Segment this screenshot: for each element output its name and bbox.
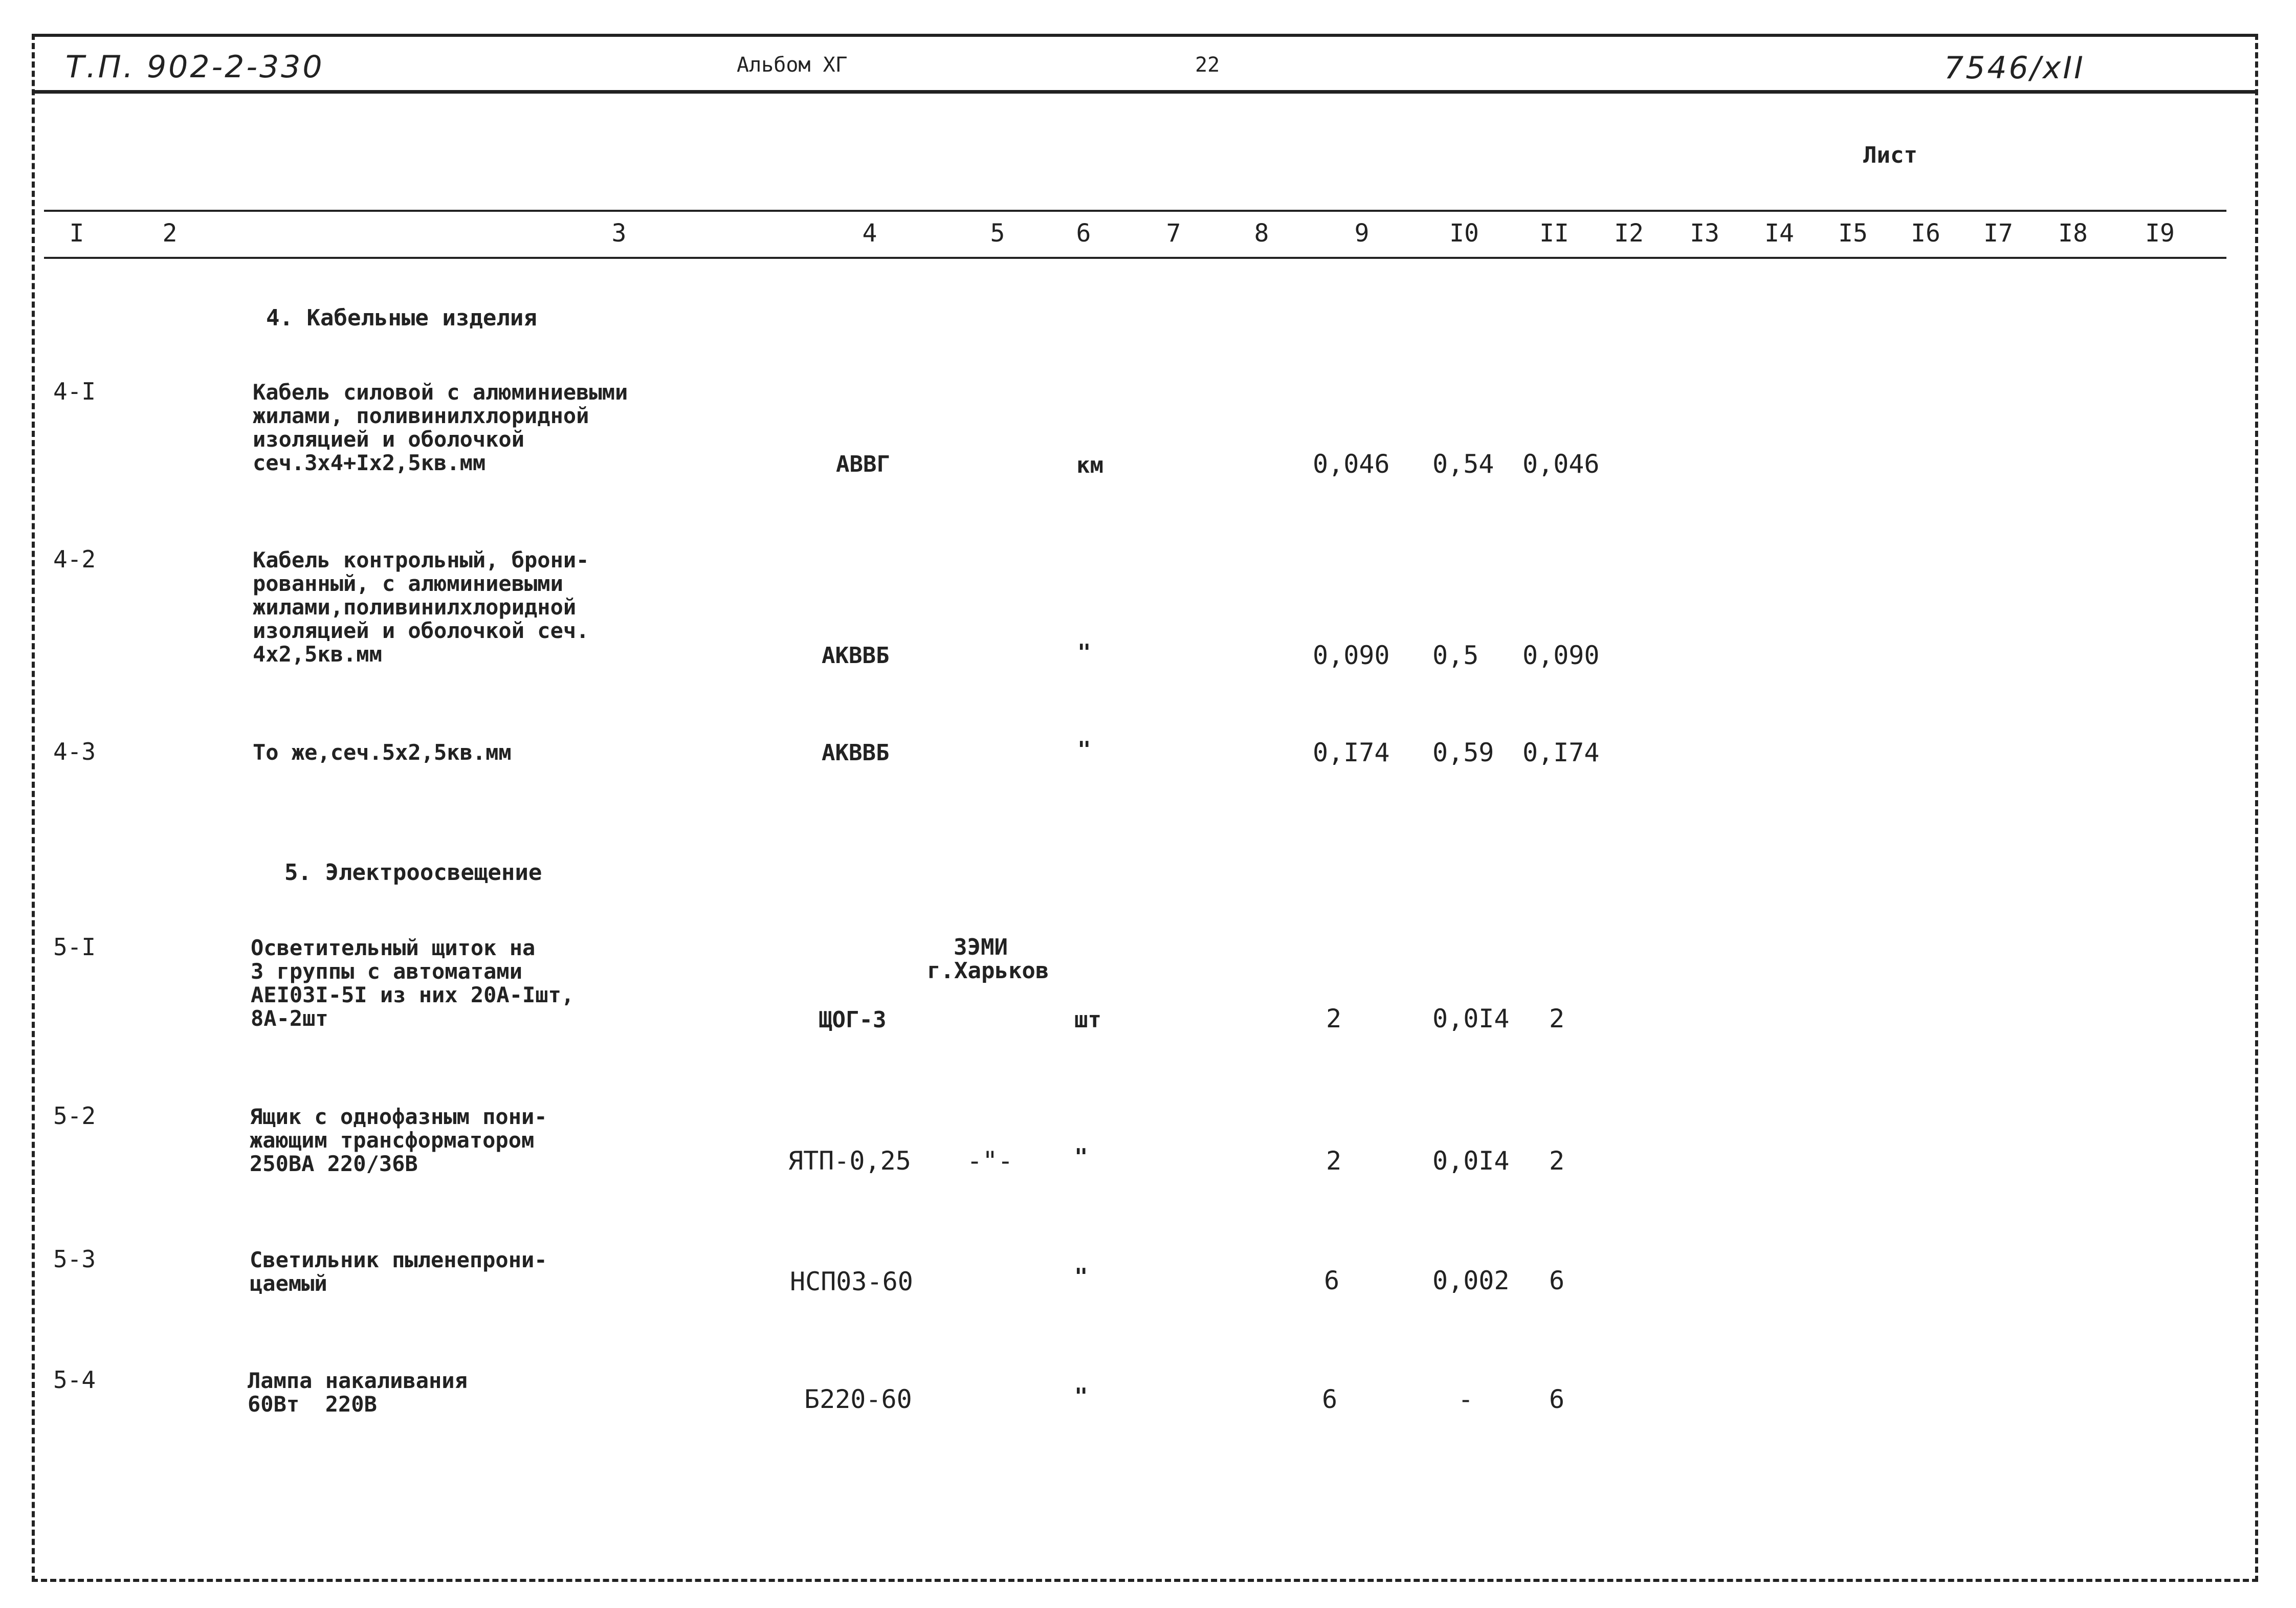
column-number: 6 <box>1076 219 1091 248</box>
row-description-line: Кабель силовой с алюминиевыми <box>253 380 628 405</box>
row-code: 5-3 <box>53 1245 96 1273</box>
row-description-line: 8А-2шт <box>251 1006 328 1031</box>
column-number: I8 <box>2058 219 2088 248</box>
row-col11: 0,046 <box>1522 449 1600 479</box>
row-description-line: Кабель контрольный, брони- <box>253 547 589 572</box>
column-number: 8 <box>1254 219 1269 248</box>
row-col10: 0,59 <box>1432 738 1494 767</box>
row-type: ЩОГ-3 <box>819 1007 887 1033</box>
row-col11: 6 <box>1549 1266 1565 1295</box>
album-label: Альбом ХГ <box>737 53 848 77</box>
row-unit: " <box>1077 737 1091 763</box>
column-number: I <box>69 219 84 248</box>
row-col9: 6 <box>1324 1266 1340 1295</box>
row-code: 4-3 <box>53 738 96 765</box>
row-code: 4-2 <box>53 545 96 573</box>
row-maker-line: ЗЭМИ <box>954 934 1008 960</box>
column-number: I7 <box>1983 219 2013 248</box>
row-description-line: 4х2,5кв.мм <box>253 642 382 667</box>
row-unit: км <box>1076 452 1103 478</box>
archive-number: 7546/хII <box>1944 50 2085 86</box>
row-col10: 0,54 <box>1432 449 1494 479</box>
row-description-line: жающим трансформатором <box>250 1128 535 1153</box>
page-number: 22 <box>1195 53 1220 77</box>
row-col9: 0,046 <box>1313 449 1390 479</box>
row-type: АКВВБ <box>822 740 890 766</box>
row-description-line: 60Вт 220В <box>248 1392 377 1417</box>
row-description-line: Лампа накаливания <box>248 1368 468 1393</box>
column-number: 7 <box>1166 219 1181 248</box>
row-type: НСП03-60 <box>790 1267 913 1296</box>
column-number: 9 <box>1354 219 1370 248</box>
column-number: 3 <box>611 219 627 248</box>
project-number: Т.П. 902-2-330 <box>65 49 324 85</box>
row-description-line: То же,сеч.5х2,5кв.мм <box>253 740 512 765</box>
section-title: 4. Кабельные изделия <box>266 305 537 331</box>
row-description-line: изоляцией и оболочкой сеч. <box>253 618 589 643</box>
row-unit: шт <box>1074 1007 1101 1033</box>
row-col10: 0,0I4 <box>1432 1004 1510 1033</box>
column-number: I3 <box>1690 219 1719 248</box>
drawing-frame <box>32 34 2258 1582</box>
column-number: 2 <box>162 219 178 248</box>
section-title: 5. Электроосвещение <box>284 860 542 886</box>
row-col10: 0,5 <box>1432 641 1479 670</box>
row-description-line: жилами,поливинилхлоридной <box>253 594 577 620</box>
row-type: АКВВБ <box>822 643 890 669</box>
row-unit: " <box>1074 1383 1088 1409</box>
row-col9: 2 <box>1326 1146 1342 1176</box>
row-col9: 2 <box>1326 1004 1342 1033</box>
row-col11: 2 <box>1549 1004 1565 1033</box>
row-col9: 0,I74 <box>1313 738 1390 767</box>
row-type: ЯТП-0,25 <box>788 1146 911 1176</box>
column-number: I5 <box>1838 219 1868 248</box>
column-number: I2 <box>1614 219 1644 248</box>
row-unit: " <box>1074 1144 1088 1170</box>
row-description-line: 3 группы с автоматами <box>251 959 523 984</box>
row-description-line: цаемый <box>250 1271 327 1296</box>
column-number: II <box>1539 219 1569 248</box>
row-maker-line: г.Харьков <box>927 958 1049 984</box>
row-description-line: Осветительный щиток на <box>251 935 536 960</box>
row-description-line: 250ВА 220/36В <box>250 1151 418 1176</box>
row-description-line: изоляцией и оболочкой <box>253 427 525 452</box>
row-code: 4-I <box>53 378 96 405</box>
row-col9: 6 <box>1322 1384 1338 1414</box>
column-number: I4 <box>1764 219 1794 248</box>
row-col11: 2 <box>1549 1146 1565 1176</box>
row-code: 5-2 <box>53 1102 96 1130</box>
row-col11: 0,I74 <box>1522 738 1600 767</box>
row-description-line: Ящик с однофазным пони- <box>250 1104 547 1129</box>
row-code: 5-4 <box>53 1366 96 1394</box>
row-unit: " <box>1074 1264 1088 1290</box>
row-unit: " <box>1077 640 1091 666</box>
row-col10: 0,002 <box>1432 1266 1510 1295</box>
row-type: АВВГ <box>836 451 890 477</box>
row-code: 5-I <box>53 933 96 961</box>
column-number: 5 <box>990 219 1005 248</box>
column-number: I9 <box>2145 219 2175 248</box>
row-col11: 6 <box>1549 1384 1565 1414</box>
column-number: I6 <box>1911 219 1940 248</box>
row-col9: 0,090 <box>1313 641 1390 670</box>
row-col10: 0,0I4 <box>1432 1146 1510 1176</box>
row-description-line: сеч.3х4+Iх2,5кв.мм <box>253 450 486 475</box>
row-maker: -"- <box>967 1146 1013 1176</box>
column-header-bottom-rule <box>44 257 2226 259</box>
row-description-line: рованный, с алюминиевыми <box>253 571 563 596</box>
column-header-top-rule <box>44 210 2226 212</box>
column-number: 4 <box>862 219 877 248</box>
title-block-rule <box>32 90 2258 94</box>
row-description-line: Светильник пыленепрони- <box>250 1247 547 1272</box>
row-description-line: жилами, поливинилхлоридной <box>253 403 589 428</box>
row-col10: - <box>1458 1384 1474 1414</box>
sheet-label: Лист <box>1863 142 1917 168</box>
row-col11: 0,090 <box>1522 641 1600 670</box>
column-number: I0 <box>1449 219 1479 248</box>
row-type: Б220-60 <box>804 1384 912 1414</box>
row-description-line: АЕI03I-5I из них 20А-Iшт, <box>251 982 575 1007</box>
